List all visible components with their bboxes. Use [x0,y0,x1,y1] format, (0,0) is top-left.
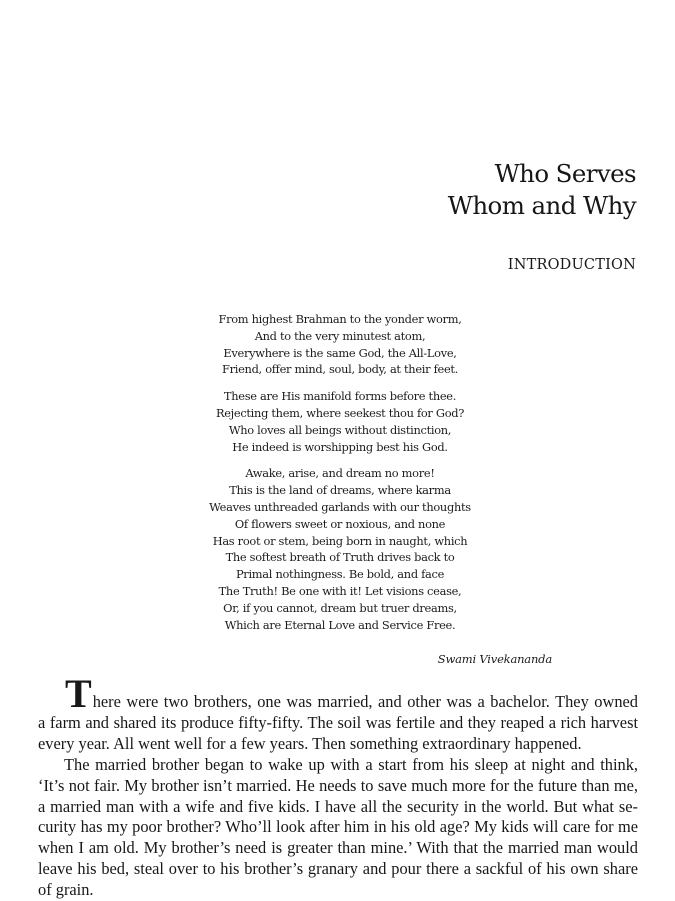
paragraph-line: of grain. [38,880,94,900]
chapter-title [448,158,636,222]
verse-line: Has root or stem, being born in naught, which [212,533,468,548]
paragraph-line: every year. All went well for a few years. Then something extraordinary happened. [38,733,582,753]
body-text [38,671,638,901]
paragraph-line: leave his bed, steal over to his brother’s granary and pour there a sackful of his own share [38,859,638,879]
poem-stanza-3 [140,465,540,633]
verse-line: Of flowers sweet or noxious, and none [234,516,446,531]
verse-line: Who loves all beings without distinction, [228,422,452,437]
paragraph-line: curity has my poor brother? Who’ll look after him in his old age? My kids will care for me [38,817,638,837]
verse-line: Which are Eternal Love and Service Free. [224,617,456,632]
epigraph-poem [140,311,540,643]
drop-cap: T [65,671,92,716]
chapter-title-line-2: Whom and Why [447,191,636,220]
verse-line: Or, if you cannot, dream but truer dreams, [223,600,457,615]
verse-line: Primal nothingness. Be bold, and face [235,567,445,582]
paragraph-line: when I am old. My brother’s need is greater than mine.’ With that the married man would [38,838,638,858]
paragraph-line [38,755,638,776]
poem-attribution: Swami Vivekananda [437,652,552,666]
paragraph-2 [38,755,638,901]
verse-line: These are His manifold forms before thee. [223,389,457,404]
verse-line: And to the very minutest atom, [254,328,426,343]
paragraph-line-text: here were two brothers, one was married, and other was a bachelor. They owned [92,692,638,711]
paragraph-line-text: The married brother began to wake up with a start from his sleep at night and think, [64,754,638,774]
paragraph-1 [38,671,638,755]
poem-stanza-2 [140,388,540,455]
paragraph-line: a married man with a wife and five kids. I have all the security in the world. But what se- [38,796,638,816]
verse-line: Rejecting them, where seekest thou for God? [215,405,465,420]
verse-line: The softest breath of Truth drives back to [225,550,455,565]
paragraph-line: ‘It’s not fair. My brother isn’t married. He needs to save much more for the future than me, [38,775,638,795]
verse-line: Weaves unthreaded garlands with our thoughts [209,499,471,514]
verse-line: This is the land of dreams, where karma [229,483,451,498]
verse-line: He indeed is worshipping best his God. [232,439,448,454]
verse-line: Everywhere is the same God, the All-Love, [223,345,457,360]
poem-stanza-1 [140,311,540,378]
section-heading: INTRODUCTION [507,257,636,273]
verse-line: Friend, offer mind, soul, body, at their feet. [222,362,458,377]
verse-line: The Truth! Be one with it! Let visions cease, [218,583,462,598]
verse-line: From highest Brahman to the yonder worm, [218,312,462,326]
chapter-title-line-1: Who Serves [494,159,636,188]
verse-line: Awake, arise, and dream no more! [245,466,435,481]
paragraph-line [38,671,638,716]
paragraph-line: a farm and shared its produce fifty-fifty. The soil was fertile and they reaped a rich harvest [38,712,638,732]
